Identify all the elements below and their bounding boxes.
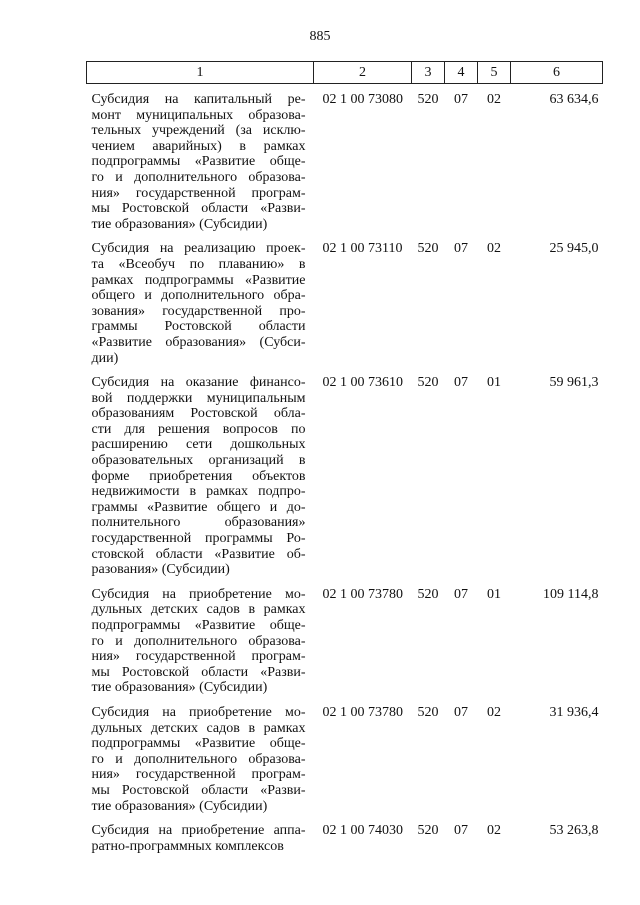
table-body	[87, 84, 603, 864]
header-col-5: 5	[478, 62, 511, 84]
row-name-line: сти для решения вопросов по	[91, 421, 306, 437]
row-name-line: Субсидия на оказание финансо-	[91, 375, 306, 391]
row-code: 02 1 00 73610	[322, 375, 403, 391]
row-section: 07	[454, 375, 468, 391]
table-row	[87, 241, 603, 375]
budget-table	[86, 61, 603, 863]
row-sum: 59 961,3	[549, 375, 599, 391]
row-name-line: мы Ростовской области «Разви-	[91, 201, 306, 217]
row-subsection: 01	[487, 586, 501, 602]
row-name-line: тие образования» (Субсидии)	[91, 680, 268, 696]
row-sum: 25 945,0	[549, 241, 599, 257]
table-row	[87, 705, 603, 823]
row-name-line: Субсидия на капитальный ре-	[91, 92, 306, 107]
row-section: 07	[454, 704, 468, 720]
header-col-2: 2	[314, 62, 412, 84]
row-name-line: Субсидия на приобретение мо-	[91, 586, 306, 602]
row-name	[87, 241, 314, 375]
row-name-line: ратно-программных комплексов	[91, 838, 284, 854]
row-name-line: мы Ростовской области «Разви-	[91, 664, 306, 680]
row-name-line: зования» государственной про-	[91, 303, 306, 319]
row-name-line: полнительного образования»	[91, 515, 306, 531]
row-name	[87, 375, 314, 587]
row-name-line: дульных детских садов в рамках	[91, 720, 306, 736]
row-subsection: 02	[487, 241, 501, 257]
row-name-line: чением аварийных) в рамках	[91, 138, 306, 154]
row-subsection: 02	[487, 823, 501, 839]
row-section: 07	[454, 586, 468, 602]
row-name-line: образовательных организаций в	[91, 453, 306, 469]
row-section: 07	[454, 92, 468, 107]
row-name-line: тие образования» (Субсидии)	[91, 216, 268, 232]
row-name	[87, 823, 314, 863]
row-name-line: ния» государственной програм-	[91, 649, 306, 665]
header-row	[87, 62, 603, 84]
row-sum: 53 263,8	[549, 823, 599, 839]
row-name	[87, 587, 314, 705]
row-name-line: вой поддержки муниципальным	[91, 390, 306, 406]
row-expense-type: 520	[417, 704, 439, 720]
table-row	[87, 84, 603, 242]
header-col-4: 4	[445, 62, 478, 84]
row-subsection: 02	[487, 92, 501, 107]
row-name	[87, 705, 314, 823]
row-expense-type: 520	[417, 586, 439, 602]
row-name-line: стовской области «Развитие об-	[91, 546, 306, 562]
row-code: 02 1 00 73110	[322, 241, 403, 257]
row-name-line: дии)	[91, 350, 119, 366]
row-subsection: 02	[487, 704, 501, 720]
row-code: 02 1 00 73780	[322, 704, 403, 720]
row-name-line: государственной программы Ро-	[91, 531, 306, 547]
row-name-line: тие образования» (Субсидии)	[91, 798, 268, 814]
row-name-line: граммы «Развитие общего и до-	[91, 499, 306, 515]
row-name-line: мы Ростовской области «Разви-	[91, 782, 306, 798]
row-name-line: подпрограммы «Развитие обще-	[91, 736, 306, 752]
row-subsection: 01	[487, 375, 501, 391]
row-expense-type: 520	[417, 241, 439, 257]
row-name-line: расширению сети дошкольных	[91, 437, 306, 453]
row-name-line: ния» государственной програм-	[91, 185, 306, 201]
row-code: 02 1 00 73080	[322, 92, 403, 107]
table-row	[87, 375, 603, 587]
row-sum: 109 114,8	[543, 586, 599, 602]
row-section: 07	[454, 823, 468, 839]
row-sum: 63 634,6	[549, 92, 599, 107]
header-col-6: 6	[511, 62, 603, 84]
row-name-line: монт муниципальных образова-	[91, 107, 306, 123]
row-name-line: дульных детских садов в рамках	[91, 602, 306, 618]
row-name-line: та «Всеобуч по плаванию» в	[91, 256, 306, 272]
row-name-line: граммы Ростовской области	[91, 319, 306, 335]
row-name-line: разования» (Субсидии)	[91, 562, 230, 578]
row-name-line: недвижимости в рамках подпро-	[91, 484, 306, 500]
row-name	[87, 84, 314, 242]
row-name-line: тельных учреждений (за исклю-	[91, 123, 306, 139]
header-col-1: 1	[87, 62, 314, 84]
row-name-line: го и дополнительного образова-	[91, 751, 306, 767]
row-name-line: «Развитие образования» (Субси-	[91, 334, 306, 350]
row-code: 02 1 00 73780	[322, 586, 403, 602]
row-name-line: Субсидия на реализацию проек-	[91, 241, 306, 257]
page-number: 885	[309, 29, 331, 44]
row-name-line: общего и дополнительного обра-	[91, 288, 306, 304]
header-col-3: 3	[412, 62, 445, 84]
row-name-line: Субсидия на приобретение аппа-	[91, 823, 306, 839]
table-header	[87, 62, 603, 84]
row-code: 02 1 00 74030	[322, 823, 403, 839]
row-expense-type: 520	[417, 92, 439, 107]
row-name-line: го и дополнительного образова-	[91, 633, 306, 649]
row-name-line: образованиям Ростовской обла-	[91, 406, 306, 422]
table-row	[87, 823, 603, 863]
row-name-line: ния» государственной програм-	[91, 767, 306, 783]
row-section: 07	[454, 241, 468, 257]
row-name-line: подпрограммы «Развитие обще-	[91, 154, 306, 170]
row-name-line: го и дополнительного образова-	[91, 169, 306, 185]
row-name-line: рамках подпрограммы «Развитие	[91, 272, 306, 288]
row-name-line: подпрограммы «Развитие обще-	[91, 618, 306, 633]
row-sum: 31 936,4	[549, 704, 599, 720]
row-name-line: Субсидия на приобретение мо-	[91, 704, 306, 720]
row-expense-type: 520	[417, 375, 439, 391]
table-row	[87, 587, 603, 705]
row-expense-type: 520	[417, 823, 439, 839]
row-name-line: форме приобретения объектов	[91, 468, 306, 484]
